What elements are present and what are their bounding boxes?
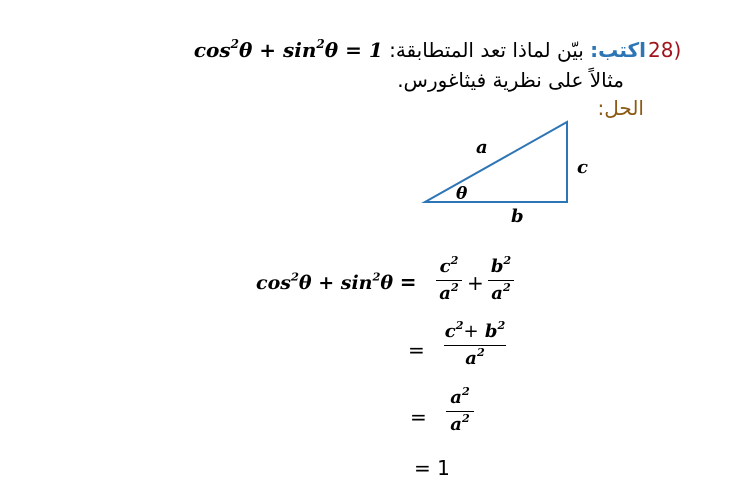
question-text <box>389 38 646 62</box>
identity-formula: $\cos^2\theta + \sin^2\theta = 1$ <box>193 37 383 62</box>
equals-sign-step3: = <box>410 405 427 429</box>
fraction-c2-over-a2: $c^2$ $a^2$ <box>436 255 462 306</box>
fraction-a2-over-a2: $a^2$ $a^2$ <box>446 386 474 437</box>
plus-sign: + <box>467 271 484 295</box>
base-label: b <box>511 206 524 227</box>
question-line-1 <box>194 38 646 62</box>
hypotenuse-label: a <box>476 137 488 158</box>
question-prompt: بيّن لماذا تعد المتطابقة: <box>389 38 584 62</box>
angle-label: θ <box>456 184 468 204</box>
vertical-side-label: c <box>577 157 588 178</box>
question-verb: اكتب: <box>590 38 646 62</box>
fraction-sum-over-a2: $c^2+ b^2$ $a^2$ <box>444 319 506 369</box>
question-number: 28) <box>648 38 682 62</box>
fraction-b2-over-a2: $b^2$ $a^2$ <box>488 255 514 306</box>
equals-sign-step2: = <box>408 338 425 362</box>
derivation-lhs: $\cos^2\theta + \sin^2\theta$ = <box>256 269 417 294</box>
question-line-2: مثالاً على نظرية فيثاغورس. <box>397 68 624 92</box>
final-result: = 1 <box>414 456 450 480</box>
right-triangle-diagram <box>420 118 600 228</box>
triangle-shape <box>425 122 567 202</box>
solution-label: الحل: <box>597 96 644 120</box>
